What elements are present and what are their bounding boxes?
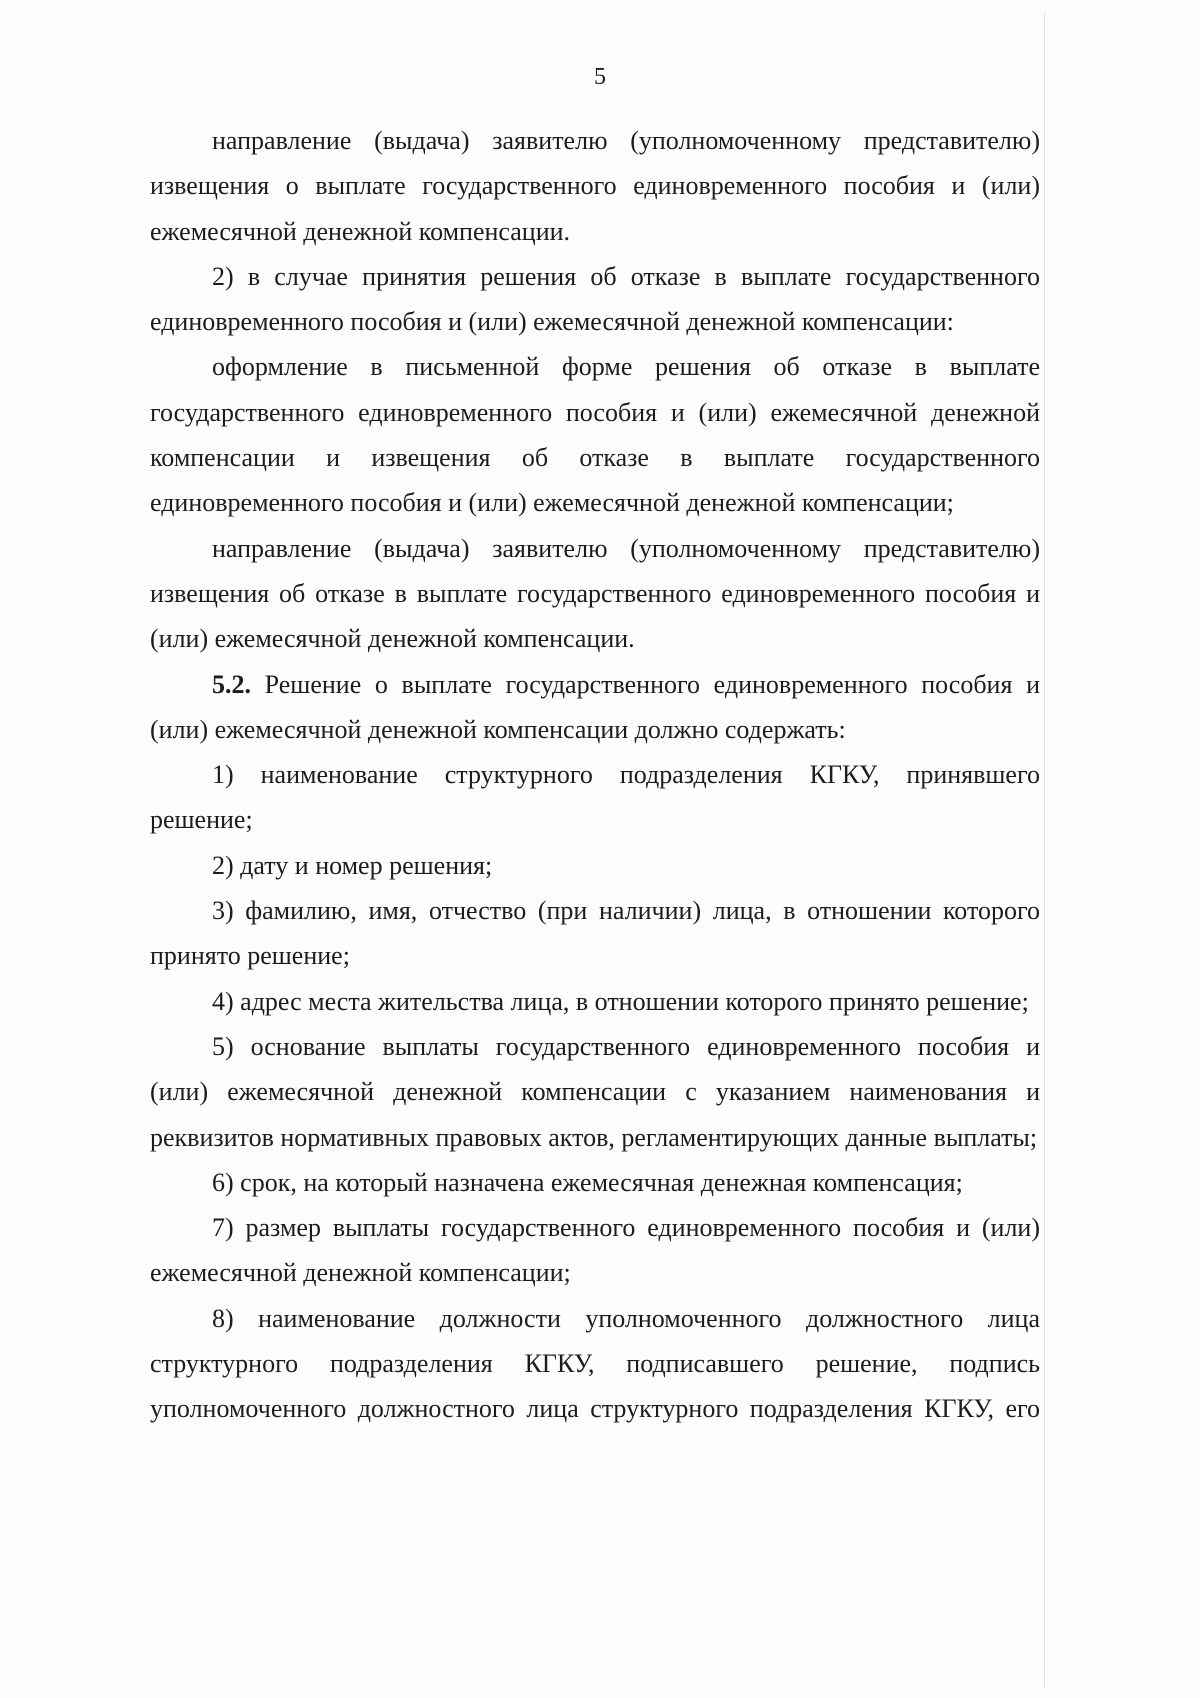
scan-fold-line (1044, 12, 1045, 1688)
paragraph-refusal-case: 2) в случае принятия решения об отказе в выплате государственного единовременного пособия и (или) ежемесячной денежной компенсации: (150, 261, 1040, 337)
list-item-8: 8) наименование должности уполномоченного должностного лица структурного подразделения КГКУ, подписавшего решение, подпись уполномоченного должностного лица структурного подразделения КГКУ, его (150, 1303, 1040, 1424)
paragraph-section-5-2 (150, 662, 1040, 753)
paragraph-refusal-formalization: оформление в письменной форме решения об отказе в выплате государственного единовременного пособия и (или) ежемесячной денежной компенсации и извещения об отказе в выплате государственного единовременного пособия и (или) ежемесячной денежной компенсации; (150, 352, 1040, 518)
list-item-3: 3) фамилию, имя, отчество (при наличии) лица, в отношении которого принято решение; (150, 896, 1040, 971)
list-item-2: 2) дату и номер решения; (212, 850, 493, 880)
list-item-7: 7) размер выплаты государственного единовременного пособия и (или) ежемесячной денежной компенсации; (150, 1213, 1040, 1288)
page-number: 5 (594, 64, 606, 90)
section-text: Решение о выплате государственного единовременного пособия и (или) ежемесячной денежной компенсации должно содержать: (150, 669, 1040, 744)
section-number: 5.2. (212, 669, 251, 699)
paragraph-refusal-delivery: направление (выдача) заявителю (уполномоченному представителю) извещения об отказе в выплате государственного единовременного пособия и (или) ежемесячной денежной компенсации. (150, 533, 1040, 654)
list-item-5: 5) основание выплаты государственного единовременного пособия и (или) ежемесячной денежной компенсации с указанием наименования и реквизитов нормативных правовых актов, регламентирующих данные выплаты; (150, 1031, 1040, 1152)
list-item-1: 1) наименование структурного подразделения КГКУ, принявшего решение; (150, 760, 1040, 835)
document-body (150, 118, 1040, 1432)
list-item-6: 6) срок, на который назначена ежемесячная денежная компенсация; (212, 1167, 963, 1197)
paragraph-notice-delivery: направление (выдача) заявителю (уполномоченному представителю) извещения о выплате государственного единовременного пособия и (или) ежемесячной денежной компенсации. (150, 126, 1040, 246)
list-item-4: 4) адрес места жительства лица, в отношении которого принято решение; (212, 986, 1029, 1016)
